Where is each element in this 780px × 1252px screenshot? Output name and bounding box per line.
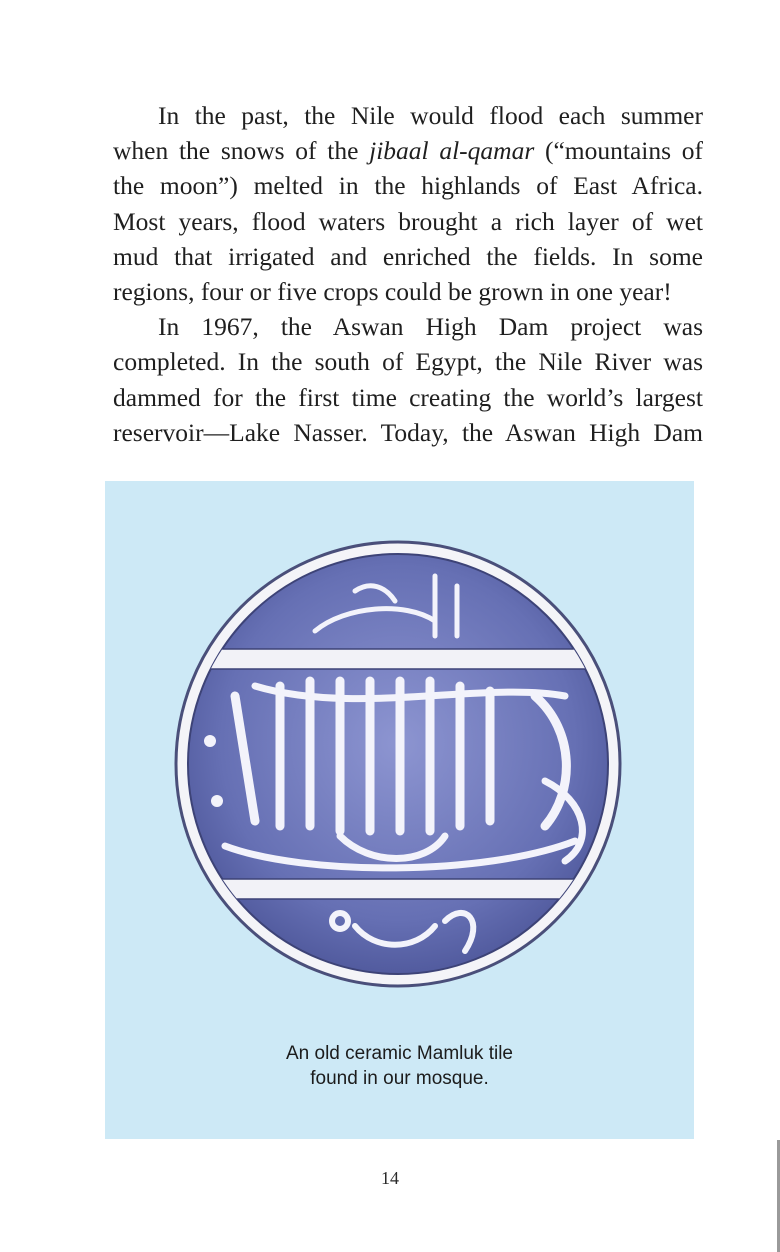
text-line: In the past, the Nile would flood each summer xyxy=(158,101,703,130)
text-line: the moon”) melted in the highlands of East Africa. xyxy=(113,171,703,201)
caption-line: An old ceramic Mamluk tile xyxy=(285,1043,514,1064)
page-number: 14 xyxy=(381,1168,399,1188)
italic-term: jibaal al-qamar xyxy=(369,136,535,166)
text-line: regions, four or five crops could be grown in one year! xyxy=(113,277,672,307)
text-line: completed. In the south of Egypt, the Nile River was xyxy=(113,347,703,377)
tile-illustration xyxy=(105,481,694,1139)
body-text xyxy=(113,98,703,450)
text-line: reservoir—Lake Nasser. Today, the Aswan High Dam xyxy=(113,417,703,447)
text-line: mud that irrigated and enriched the fields. In some xyxy=(113,241,703,271)
figure-caption xyxy=(105,1041,694,1091)
text-line: dammed for the first time creating the world’s largest xyxy=(113,382,703,412)
text-line: when the snows of the jibaal al-qamar (“mountains of xyxy=(113,136,703,166)
caption-line: found in our mosque. xyxy=(310,1068,489,1089)
text-line: In 1967, the Aswan High Dam project was xyxy=(158,312,703,342)
text-line: Most years, flood waters brought a rich layer of wet xyxy=(113,206,703,236)
